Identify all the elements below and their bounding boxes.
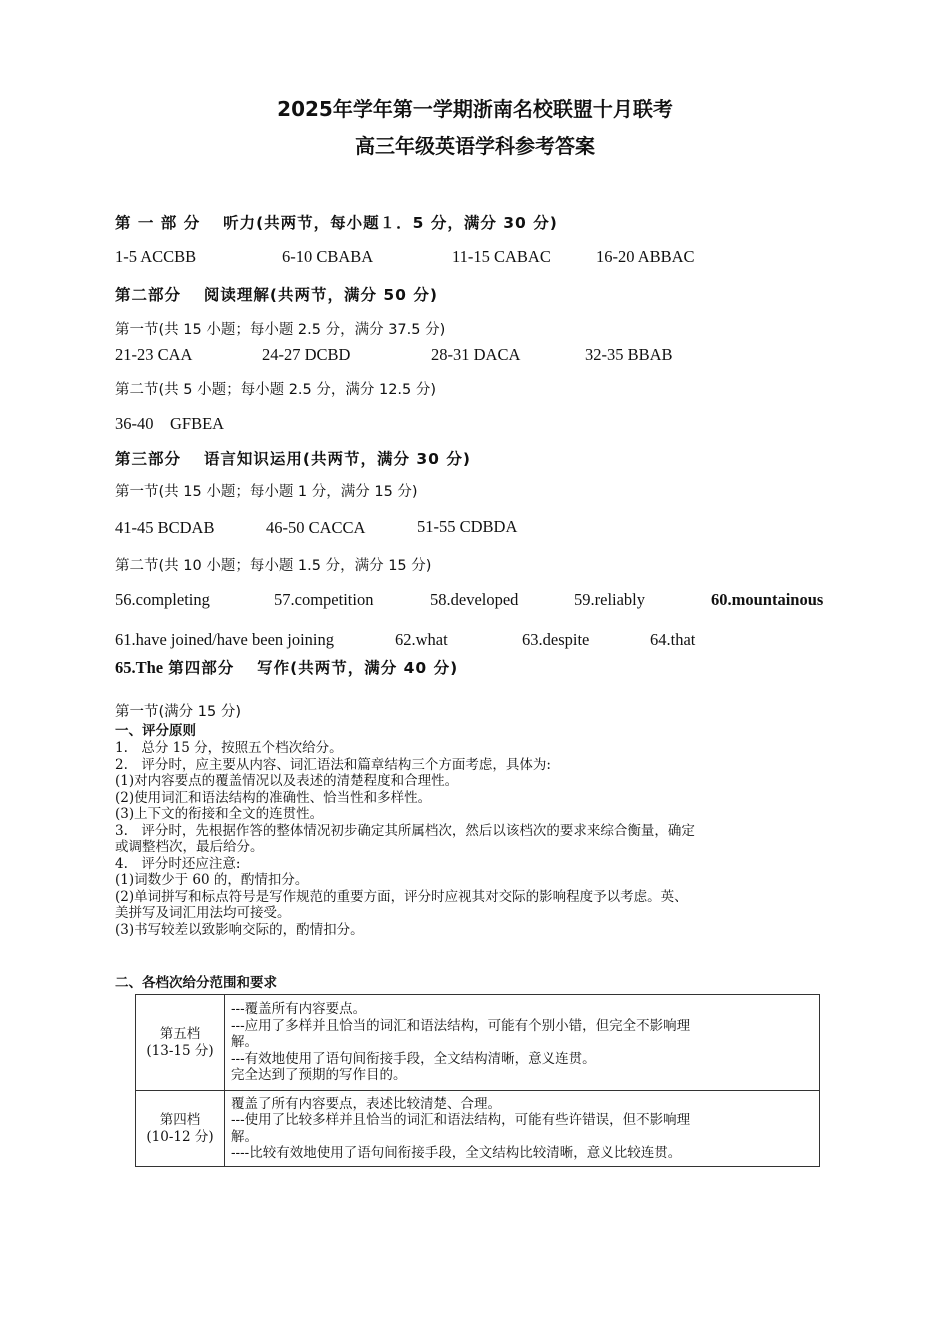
part3-section2-heading: 第二节(共 10 小题；每小题 1.5 分，满分 15 分) bbox=[115, 558, 432, 574]
part2-heading: 第二部分 阅读理解(共两节，满分 50 分) bbox=[115, 286, 438, 304]
answer-group: 24-27 DCBD bbox=[262, 345, 351, 364]
requirement-line: 解。 bbox=[231, 1128, 258, 1145]
answer-group: 41-45 BCDAB bbox=[115, 518, 215, 537]
principle-line: (1)词数少于 60 的，酌情扣分。 bbox=[115, 872, 309, 888]
level-range: (10-12 分) bbox=[146, 1128, 214, 1145]
principles-title: 一、评分原则 bbox=[115, 723, 196, 739]
principle-line: (1)对内容要点的覆盖情况以及表述的清楚程度和合理性。 bbox=[115, 773, 459, 789]
answer-group: 28-31 DACA bbox=[431, 345, 521, 364]
principle-line: 2. 评分时，应主要从内容、词汇语法和篇章结构三个方面考虑，具体为: bbox=[115, 756, 551, 773]
principle-line: 4. 评分时还应注意: bbox=[115, 855, 241, 872]
level-cell bbox=[136, 1091, 225, 1167]
part2-section2-heading: 第二节(共 5 小题；每小题 2.5 分，满分 12.5 分) bbox=[115, 382, 437, 398]
principle-line: (3)上下文的衔接和全文的连贯性。 bbox=[115, 806, 324, 822]
answer-group: 51-55 CDBDA bbox=[417, 517, 518, 536]
part4-section1-heading: 第一节(满分 15 分) bbox=[115, 704, 241, 720]
table-row bbox=[136, 995, 820, 1091]
levels-title: 二、各档次给分范围和要求 bbox=[115, 975, 277, 991]
table-row bbox=[136, 1091, 820, 1167]
part1-heading: 第 一 部 分 听力(共两节，每小题１．5 分，满分 30 分) bbox=[115, 214, 558, 232]
answer-item: 57.competition bbox=[274, 590, 374, 609]
principle-line: 3. 评分时，先根据作答的整体情况初步确定其所属档次，然后以该档次的要求来综合衡量，确定 bbox=[115, 822, 695, 839]
principle-line: 或调整档次，最后给分。 bbox=[115, 839, 264, 855]
answer-item: 63.despite bbox=[522, 630, 590, 649]
requirement-line: ---覆盖所有内容要点。 bbox=[231, 1001, 367, 1018]
requirement-line: ----比较有效地使用了语句间衔接手段，全文结构比较清晰，意义比较连贯。 bbox=[231, 1145, 682, 1161]
answer-item: 56.completing bbox=[115, 590, 210, 609]
part3-heading: 第三部分 语言知识运用(共两节，满分 30 分) bbox=[115, 450, 471, 468]
principle-line: (2)单词拼写和标点符号是写作规范的重要方面，评分时应视其对交际的影响程度予以考虑。英、 bbox=[115, 888, 688, 905]
requirement-line: ---使用了比较多样并且恰当的词汇和语法结构，可能有些许错误，但不影响理 bbox=[231, 1112, 691, 1128]
requirement-line: ---应用了多样并且恰当的词汇和语法结构，可能有个别小错，但完全不影响理 bbox=[231, 1017, 691, 1034]
answer-item: 60.mountainous bbox=[711, 590, 824, 609]
principles-list bbox=[115, 740, 695, 938]
answer-group: 1-5 ACCBB bbox=[115, 247, 197, 266]
requirement-line: 完全达到了预期的写作目的。 bbox=[231, 1067, 407, 1084]
level-requirements bbox=[225, 995, 820, 1091]
requirement-line: ---有效地使用了语句间衔接手段，全文结构清晰，意义连贯。 bbox=[231, 1050, 596, 1067]
answer-group: 16-20 ABBAC bbox=[596, 247, 695, 266]
answer-item: 61.have joined/have been joining bbox=[115, 630, 335, 649]
principle-line: 1. 总分 15 分，按照五个档次给分。 bbox=[115, 740, 343, 756]
answer-group: 36-40 GFBEA bbox=[115, 414, 225, 433]
part2-section1-heading: 第一节(共 15 小题；每小题 2.5 分，满分 37.5 分) bbox=[115, 322, 446, 338]
answer-item: 59.reliably bbox=[574, 590, 646, 609]
document-title: 2025年学年第一学期浙南名校联盟十月联考 bbox=[277, 97, 673, 121]
part4-heading: 第四部分 写作(共两节，满分 40 分) bbox=[168, 659, 459, 677]
answer-item: 62.what bbox=[395, 630, 448, 649]
requirement-line: 覆盖了所有内容要点，表述比较清楚、合理。 bbox=[231, 1095, 501, 1112]
principle-line: (3)书写较差以致影响交际的，酌情扣分。 bbox=[115, 921, 364, 938]
answer-item: 58.developed bbox=[430, 590, 519, 609]
answer-group: 21-23 CAA bbox=[115, 345, 193, 364]
level-cell bbox=[136, 995, 225, 1091]
part4-heading-line bbox=[115, 656, 458, 678]
answer-group: 11-15 CABAC bbox=[452, 247, 551, 266]
answer-item: 65.The bbox=[115, 658, 164, 677]
requirement-line: 解。 bbox=[231, 1034, 258, 1051]
part3-section1-heading: 第一节(共 15 小题；每小题 1 分，满分 15 分) bbox=[115, 484, 418, 500]
answer-group: 32-35 BBAB bbox=[585, 345, 673, 364]
answer-group: 6-10 CBABA bbox=[282, 247, 374, 266]
grading-levels-table bbox=[135, 994, 820, 1167]
level-name: 第五档 bbox=[159, 1026, 201, 1042]
principle-line: (2)使用词汇和语法结构的准确性、恰当性和多样性。 bbox=[115, 789, 432, 806]
level-name: 第四档 bbox=[159, 1112, 201, 1128]
principle-line: 美拼写及词汇用法均可接受。 bbox=[115, 905, 291, 921]
level-requirements bbox=[225, 1091, 820, 1167]
answer-item: 64.that bbox=[650, 630, 696, 649]
answer-group: 46-50 CACCA bbox=[266, 518, 366, 537]
level-range: (13-15 分) bbox=[146, 1042, 214, 1059]
document-subtitle: 高三年级英语学科参考答案 bbox=[355, 134, 595, 158]
